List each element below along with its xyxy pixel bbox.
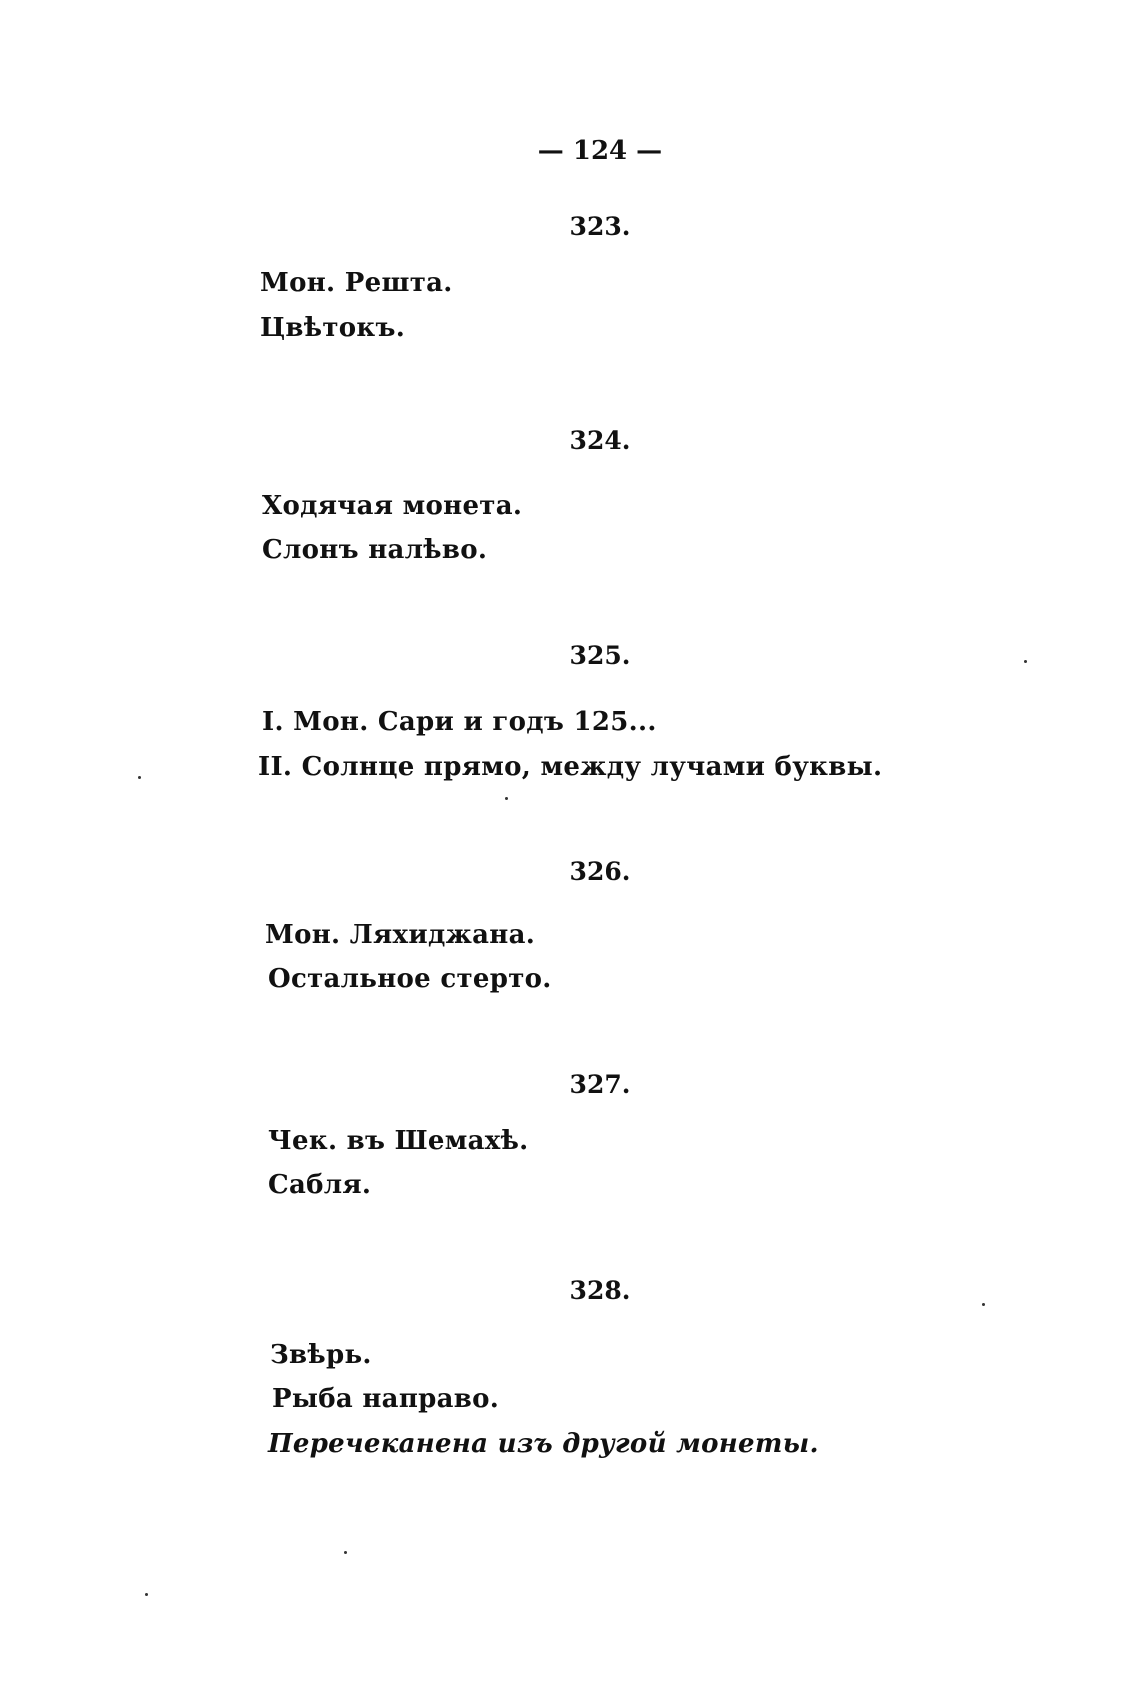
entry-number-328: 328. <box>569 1276 631 1305</box>
entry-323-line-1: Мон. Решта. <box>260 268 453 298</box>
entry-326-line-2: Остальное стерто. <box>268 964 552 994</box>
scan-speck <box>344 1551 347 1554</box>
entry-number-327: 327. <box>569 1070 631 1099</box>
entry-327-line-1: Чек. въ Шемахѣ. <box>268 1126 529 1156</box>
entry-324-line-1: Ходячая монета. <box>262 491 523 521</box>
scan-speck <box>505 797 508 800</box>
entry-number-325: 325. <box>569 641 631 670</box>
entry-326-line-1: Мон. Ляхиджана. <box>265 920 536 950</box>
page-number: — 124 — <box>537 136 663 166</box>
scan-speck <box>1024 660 1027 663</box>
entry-number-323: 323. <box>569 212 631 241</box>
entry-number-326: 326. <box>569 857 631 886</box>
entry-327-line-2: Сабля. <box>268 1170 372 1200</box>
scan-speck <box>145 1593 148 1596</box>
scan-speck <box>138 776 141 779</box>
entry-325-line-1: I. Мон. Сари и годъ 125... <box>262 707 657 737</box>
entry-328-line-2: Рыба направо. <box>272 1384 500 1414</box>
entry-328-note: Перечеканена изъ другой монеты. <box>268 1429 819 1459</box>
entry-324-line-2: Слонъ налѣво. <box>262 535 488 565</box>
entry-328-line-1: Звѣрь. <box>270 1340 372 1370</box>
entry-323-line-2: Цвѣтокъ. <box>260 313 406 343</box>
entry-325-line-2: II. Солнце прямо, между лучами буквы. <box>258 752 883 782</box>
entry-number-324: 324. <box>569 426 631 455</box>
scan-speck <box>982 1303 985 1306</box>
